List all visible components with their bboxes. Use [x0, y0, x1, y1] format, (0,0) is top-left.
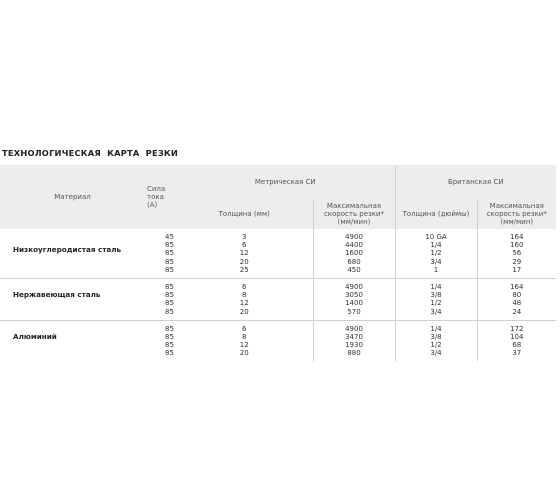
- cell-value: 12: [239, 249, 249, 258]
- table-row: [0, 320, 556, 361]
- cell-value: 164: [510, 233, 524, 241]
- cell-value: 56: [512, 249, 522, 258]
- material-cell: [0, 229, 145, 278]
- metric-thickness-cell: [176, 278, 313, 320]
- cell-value: 164: [510, 282, 524, 291]
- cell-value: 6: [242, 324, 247, 333]
- metric-speed-cell: [313, 229, 395, 278]
- header-british-thickness: Толщина (дюймы): [395, 199, 477, 229]
- cell-value: 1: [433, 265, 439, 274]
- cell-value: 17: [512, 265, 522, 274]
- cell-value: 10 GA: [425, 233, 447, 241]
- cell-value: 104: [510, 332, 524, 341]
- material-name: Алюминий: [13, 331, 57, 341]
- header-metric-thickness: Толщина (мм): [176, 199, 313, 229]
- cell-value: 1/2: [430, 341, 442, 350]
- cell-value: 1/2: [430, 249, 442, 258]
- cell-value: 68: [512, 341, 522, 350]
- cell-value: 12: [239, 341, 249, 350]
- metric-thickness-cell: [176, 229, 313, 278]
- header-metric-speed: Максимальная скорость резки* (мм/мин): [313, 199, 395, 229]
- cell-value: 85: [165, 332, 174, 341]
- british-thickness-cell: [395, 229, 477, 278]
- cell-value: 3050: [345, 291, 363, 300]
- page-title: ТЕХНОЛОГИЧЕСКАЯ КАРТА РЕЗКИ: [2, 148, 179, 158]
- cell-value: 80: [512, 291, 522, 300]
- material-cell: [0, 320, 145, 361]
- header-british-group: Британская СИ: [395, 165, 556, 199]
- cell-value: 1600: [345, 249, 363, 258]
- cell-value: 25: [239, 265, 249, 274]
- table-row: [0, 278, 556, 320]
- cell-value: 85: [165, 299, 174, 308]
- british-speed-cell: [477, 320, 556, 361]
- cell-value: 37: [512, 349, 522, 358]
- cell-value: 24: [512, 307, 522, 316]
- header-material: Материал: [0, 165, 145, 229]
- cell-value: 6: [242, 282, 247, 291]
- cell-value: 85: [165, 307, 174, 316]
- material-name: Низкоуглеродистая сталь: [13, 245, 122, 254]
- metric-thickness-cell: [176, 320, 313, 361]
- cell-value: 3/4: [430, 307, 442, 316]
- cell-value: 85: [165, 249, 174, 258]
- cell-value: 680: [347, 257, 361, 266]
- metric-speed-cell: [313, 278, 395, 320]
- metric-speed-cell: [313, 320, 395, 361]
- cell-value: 172: [510, 324, 524, 333]
- cell-value: 3/8: [430, 332, 442, 341]
- cell-value: 1/4: [430, 324, 442, 333]
- cell-value: 3: [242, 233, 247, 241]
- cell-value: 85: [165, 341, 174, 350]
- british-speed-cell: [477, 229, 556, 278]
- header-british-speed: Максимальная скорость резки* (мм/мин): [477, 199, 556, 229]
- cell-value: 1/4: [430, 282, 442, 291]
- cutting-chart-table: [0, 165, 556, 361]
- cell-value: 8: [242, 332, 247, 341]
- cell-value: 85: [165, 349, 174, 358]
- cell-value: 4900: [345, 324, 363, 333]
- british-speed-cell: [477, 278, 556, 320]
- cell-value: 4900: [345, 233, 363, 241]
- cell-value: 160: [510, 241, 524, 250]
- cell-value: 48: [512, 299, 522, 308]
- cell-value: 85: [165, 257, 174, 266]
- cell-value: 3/4: [430, 349, 442, 358]
- current-cell: [145, 229, 176, 278]
- cell-value: 880: [347, 349, 361, 358]
- cell-value: 1/2: [430, 299, 442, 308]
- cell-value: 8: [242, 291, 247, 300]
- cell-value: 1400: [345, 299, 363, 308]
- cell-value: 570: [347, 307, 361, 316]
- material-name: Нержавеющая сталь: [13, 289, 101, 299]
- cell-value: 4400: [345, 241, 363, 250]
- header-metric-group: Метрическая СИ: [176, 165, 395, 199]
- cell-value: 85: [165, 324, 174, 333]
- cell-value: 85: [165, 291, 174, 300]
- british-thickness-cell: [395, 278, 477, 320]
- cell-value: 1/4: [430, 241, 442, 250]
- cell-value: 3/4: [430, 257, 442, 266]
- material-cell: [0, 278, 145, 320]
- cell-value: 85: [165, 265, 174, 274]
- british-thickness-cell: [395, 320, 477, 361]
- cell-value: 1930: [345, 341, 363, 350]
- header-current: Сила тока (А): [145, 165, 176, 229]
- current-cell: [145, 278, 176, 320]
- cell-value: 29: [512, 257, 522, 266]
- current-cell: [145, 320, 176, 361]
- table-row: [0, 229, 556, 278]
- cell-value: 20: [239, 349, 249, 358]
- cell-value: 450: [347, 265, 361, 274]
- cell-value: 45: [165, 233, 174, 241]
- cell-value: 20: [239, 257, 249, 266]
- cell-value: 12: [239, 299, 249, 308]
- cell-value: 6: [242, 241, 247, 250]
- cell-value: 3470: [345, 332, 363, 341]
- cell-value: 85: [165, 282, 174, 291]
- cell-value: 20: [239, 307, 249, 316]
- cell-value: 3/8: [430, 291, 442, 300]
- cell-value: 4900: [345, 282, 363, 291]
- cell-value: 85: [165, 241, 174, 250]
